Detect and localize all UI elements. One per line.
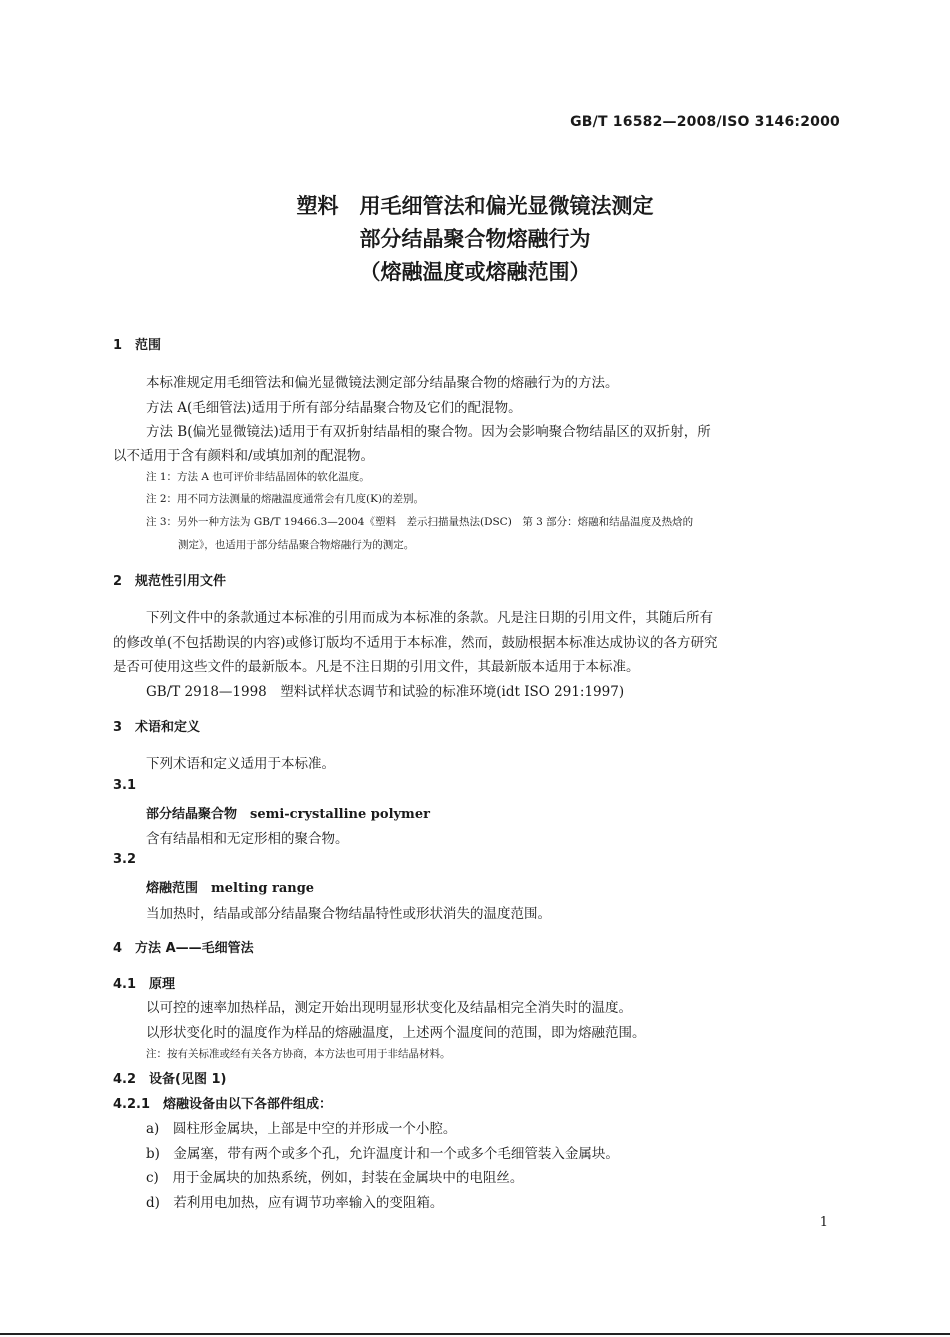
document-title <box>0 190 950 289</box>
clause-4-1-heading: 4.1 原理 <box>113 977 176 992</box>
section-2-paragraph-1a: 下列文件中的条款通过本标准的引用而成为本标准的条款。凡是注日期的引用文件，其随后所有 <box>146 610 713 626</box>
section-2-reference-1: GB/T 2918—1998 塑料试样状态调节和试验的标准环境(idt ISO 291:1997) <box>146 684 625 700</box>
section-1-note-1: 注 1：方法 A 也可评价非结晶固体的软化温度。 <box>146 471 370 483</box>
clause-3-2-term: 熔融范围 melting range <box>146 881 315 896</box>
section-3-heading: 3 术语和定义 <box>113 720 201 735</box>
list-item-a: a) 圆柱形金属块，上部是中空的并形成一个小腔。 <box>146 1121 457 1137</box>
clause-4-2-1-heading: 4.2.1 熔融设备由以下各部件组成： <box>113 1097 333 1112</box>
section-1-note-3b: 测定》，也适用于部分结晶聚合物熔融行为的测定。 <box>178 539 415 551</box>
section-1-heading: 1 范围 <box>113 338 162 353</box>
section-1-paragraph-1: 本标准规定用毛细管法和偏光显微镜法测定部分结晶聚合物的熔融行为的方法。 <box>146 375 619 391</box>
clause-3-2-number: 3.2 <box>113 852 137 867</box>
title-line-2: 部分结晶聚合物熔融行为 <box>359 227 591 251</box>
clause-3-1-number: 3.1 <box>113 778 137 793</box>
title-line-3: （熔融温度或熔融范围） <box>359 260 591 284</box>
clause-4-1-paragraph-2: 以形状变化时的温度作为样品的熔融温度，上述两个温度间的范围，即为熔融范围。 <box>146 1025 646 1041</box>
page-number: 1 <box>819 1215 828 1230</box>
list-item-d: d) 若利用电加热，应有调节功率输入的变阻箱。 <box>146 1195 444 1211</box>
section-1-note-3a: 注 3：另外一种方法为 GB/T 19466.3—2004《塑料 差示扫描量热法(DSC) 第 3 部分：熔融和结晶温度及热焓的 <box>146 516 694 528</box>
section-1-note-2: 注 2：用不同方法测量的熔融温度通常会有几度(K)的差别。 <box>146 493 425 505</box>
bottom-edge-divider <box>0 1333 950 1335</box>
section-4-heading: 4 方法 A——毛细管法 <box>113 941 254 956</box>
section-2-paragraph-1c: 是否可使用这些文件的最新版本。凡是不注日期的引用文件，其最新版本适用于本标准。 <box>113 659 640 675</box>
title-line-1: 塑料 用毛细管法和偏光显微镜法测定 <box>296 194 654 218</box>
section-1-paragraph-2: 方法 A(毛细管法)适用于所有部分结晶聚合物及它们的配混物。 <box>146 400 522 416</box>
clause-4-2-heading: 4.2 设备(见图 1) <box>113 1072 227 1087</box>
section-3-paragraph-1: 下列术语和定义适用于本标准。 <box>146 756 335 772</box>
section-1-paragraph-3a: 方法 B(偏光显微镜法)适用于有双折射结晶相的聚合物。因为会影响聚合物结晶区的双折射，所 <box>146 424 711 440</box>
standard-number: GB/T 16582—2008/ISO 3146:2000 <box>570 114 840 130</box>
section-2-paragraph-1b: 的修改单(不包括勘误的内容)或修订版均不适用于本标准，然而，鼓励根据本标准达成协议的各方研究 <box>113 635 718 651</box>
clause-3-2-definition: 当加热时，结晶或部分结晶聚合物结晶特性或形状消失的温度范围。 <box>146 906 551 922</box>
clause-3-1-definition: 含有结晶相和无定形相的聚合物。 <box>146 831 349 847</box>
section-1-paragraph-3b: 以不适用于含有颜料和/或填加剂的配混物。 <box>113 448 375 464</box>
clause-4-1-paragraph-1: 以可控的速率加热样品，测定开始出现明显形状变化及结晶相完全消失时的温度。 <box>146 1000 632 1016</box>
clause-4-1-note: 注：按有关标准或经有关各方协商，本方法也可用于非结晶材料。 <box>146 1048 451 1060</box>
section-2-heading: 2 规范性引用文件 <box>113 574 227 589</box>
list-item-b: b) 金属塞，带有两个或多个孔，允许温度计和一个或多个毛细管装入金属块。 <box>146 1146 619 1162</box>
clause-3-1-term: 部分结晶聚合物 semi-crystalline polymer <box>146 807 430 822</box>
list-item-c: c) 用于金属块的加热系统，例如，封装在金属块中的电阻丝。 <box>146 1170 524 1186</box>
